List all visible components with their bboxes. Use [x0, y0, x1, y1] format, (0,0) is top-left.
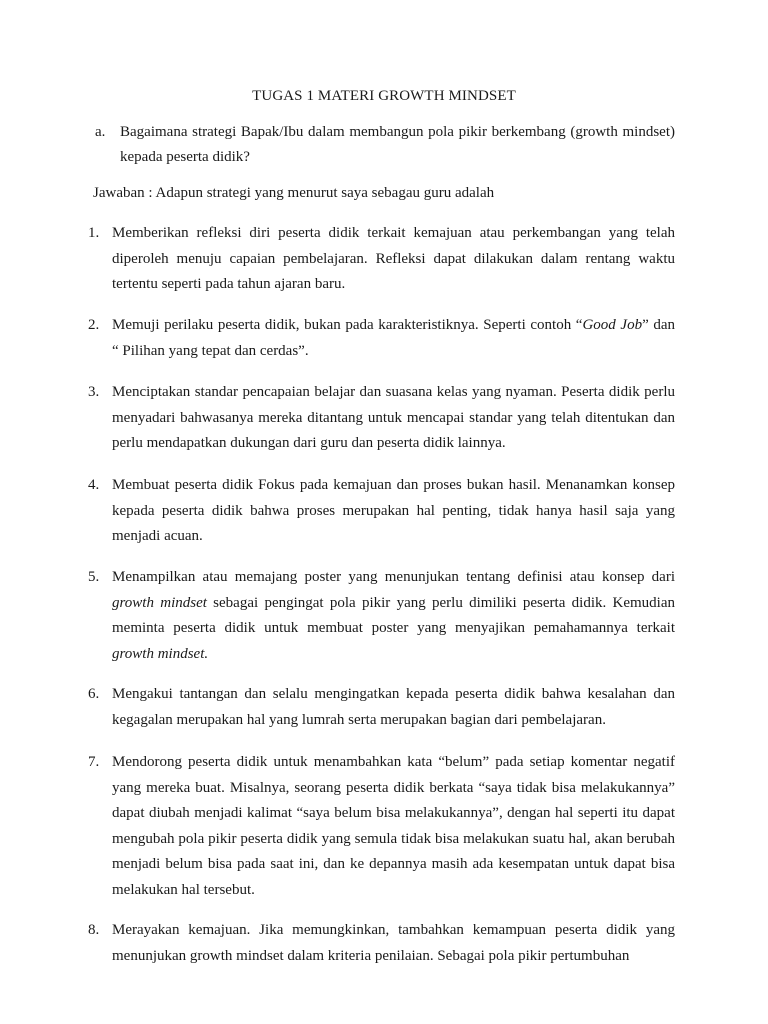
- text-run: Memuji perilaku peserta didik, bukan pada karakteristiknya. Seperti contoh “: [112, 317, 583, 333]
- list-item-number: 1.: [88, 225, 100, 241]
- list-item-text: Menciptakan standar pencapaian belajar dan suasana kelas yang nyaman. Peserta didik perlu menyadari bahwasanya mereka ditantang untuk mencapai standar yang telah ditentukan dan perlu mendapatkan dukungan dari guru dan peserta didik lainnya.: [112, 384, 675, 452]
- list-item-number: 3.: [88, 384, 100, 400]
- question-letter: a.: [95, 124, 106, 140]
- list-item-number: 6.: [88, 686, 100, 702]
- list-item-text: Membuat peserta didik Fokus pada kemajuan dan proses bukan hasil. Menanamkan konsep kepada peserta didik bahwa proses merupakan hal penting, tidak hanya hasil saja yang menjadi acuan.: [112, 477, 675, 545]
- list-item-text: [112, 565, 675, 667]
- answer-intro: Jawaban : Adapun strategi yang menurut saya sebagau guru adalah: [93, 185, 495, 201]
- list-item-text: Memberikan refleksi diri peserta didik terkait kemajuan atau perkembangan yang telah diperoleh menuju capaian pembelajaran. Refleksi dapat dilakukan dalam rentang waktu tertentu seperti pada tahun ajaran baru.: [112, 225, 675, 293]
- list-item: [88, 221, 675, 298]
- list-item-number: 4.: [88, 477, 100, 493]
- question-block: [95, 120, 675, 170]
- list-item-text: Merayakan kemajuan. Jika memungkinkan, tambahkan kemampuan peserta didik yang menunjukan growth mindset dalam kriteria penilaian. Sebagai pola pikir pertumbuhan: [112, 922, 675, 964]
- list-item: [88, 313, 675, 364]
- list-item-number: 5.: [88, 569, 100, 585]
- list-item: [88, 565, 675, 667]
- document-title: TUGAS 1 MATERI GROWTH MINDSET: [252, 88, 516, 104]
- italic-text: Good Job: [582, 317, 643, 333]
- italic-text: growth mindset: [112, 594, 207, 611]
- list-item-number: 2.: [88, 317, 100, 333]
- italic-text: growth mindset.: [112, 645, 209, 662]
- list-item: [88, 750, 675, 904]
- list-item: [88, 682, 675, 733]
- text-run: ” dan “ Pilihan yang tepat dan cerdas”.: [112, 317, 675, 359]
- list-item-number: 8.: [88, 922, 100, 938]
- list-item-text: [112, 313, 675, 364]
- text-run: Menampilkan atau memajang poster yang menunjukan tentang definisi atau konsep dari: [112, 569, 675, 585]
- list-item: [88, 918, 675, 969]
- list-item-text: Mendorong peserta didik untuk menambahkan kata “belum” pada setiap komentar negatif yang mereka buat. Misalnya, seorang peserta didik berkata “saya tidak bisa melakukannya” dapat diubah menjadi kalimat “saya belum bisa melakukannya”, dengan hal seperti itu dapat mengubah pola pikir peserta didik yang semula tidak bisa melakukan suatu hal, akan berubah menjadi belum bisa pada saat ini, dan ke depannya masih ada kesempatan untuk dapat bisa melakukan hal tersebut.: [112, 754, 675, 898]
- list-item-number: 7.: [88, 754, 100, 770]
- text-run: sebagai pengingat pola pikir yang perlu dimiliki peserta didik. Kemudian meminta peserta didik untuk membuat poster yang menyajikan pemahamannya terkait: [112, 594, 675, 637]
- list-item-text: Mengakui tantangan dan selalu mengingatkan kepada peserta didik bahwa kesalahan dan kegagalan merupakan hal yang lumrah serta merupakan bagian dari pembelajaran.: [112, 686, 675, 728]
- question-text: Bagaimana strategi Bapak/Ibu dalam membangun pola pikir berkembang (growth mindset) kepada peserta didik?: [120, 124, 675, 165]
- list-item: [88, 380, 675, 457]
- list-item: [88, 473, 675, 550]
